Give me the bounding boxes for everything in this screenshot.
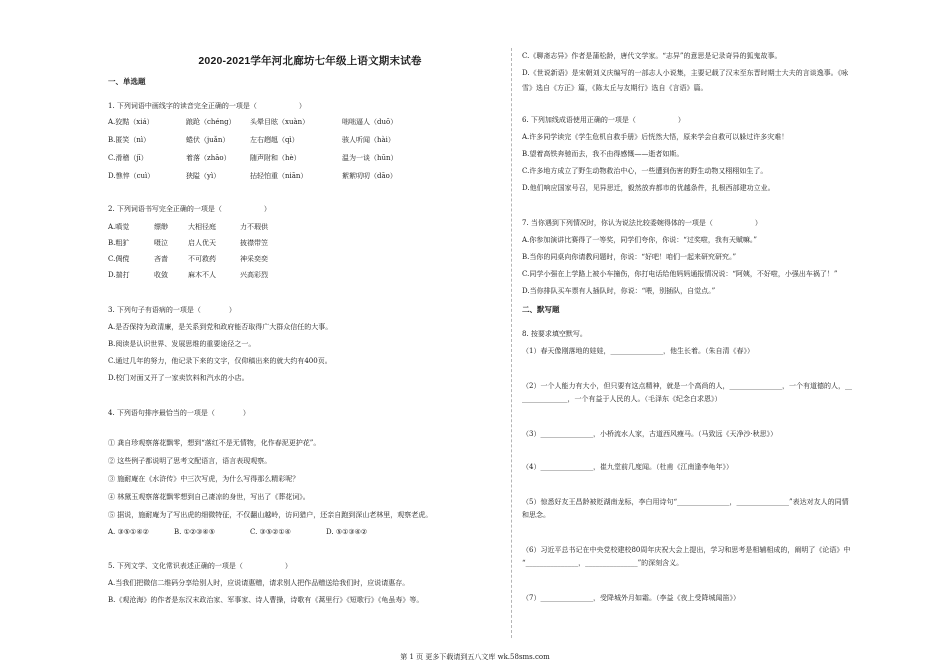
q1-c-1: C.滑稽（jī）: [108, 154, 148, 162]
question-5-option-c: C.《聊斋志异》作者是蒲松龄，唐代文学家。“志异”的意思是记录奇异的狐鬼故事。: [522, 52, 782, 60]
question-4-options: [108, 527, 367, 537]
q1-b-1: B.匿笑（nì）: [108, 136, 151, 144]
question-1-row-c: [108, 153, 398, 163]
question-8-item-6-cont: “_______________，_______________”的深刻含义。: [522, 559, 684, 567]
question-1-row-a: [108, 117, 397, 127]
question-6-option-d: D.他们响应国家号召，见异思迁，毅然放弃都市的优越条件，扎根西部建功立业。: [522, 184, 775, 192]
q1-c-4: 温为一谈（hūn）: [342, 154, 398, 162]
question-2-row-a: [108, 222, 268, 232]
question-2-stem: 2. 下列词语书写完全正确的一项是（ ）: [108, 205, 271, 213]
section-heading-dictation: 二、默写题: [522, 305, 560, 314]
question-2-row-c: [108, 254, 268, 264]
q4-option-b: B. ①②③④⑤: [174, 528, 215, 536]
q2-c-1: C.倜傥: [108, 255, 130, 263]
question-8-item-7: （7）_______________，受降城外月如霜。（李益《夜上受降城闻笛》）: [522, 594, 740, 602]
question-5-stem: 5. 下列文学、文化常识表述正确的一项是（ ）: [108, 562, 292, 570]
q2-a-4: 力不瑕供: [240, 223, 268, 231]
question-7-option-a: A.你参加演讲比赛得了一等奖，同学们夸你，你说：“过奖啦，我有天赋嘛。”: [522, 236, 757, 244]
q2-b-3: 启人优天: [188, 239, 216, 247]
q2-d-4: 兴高彩烈: [240, 271, 268, 279]
question-8-stem: 8. 按要求填空默写。: [522, 330, 587, 338]
question-6-option-c: C.许多地方成立了野生动物救治中心，一些遭到伤害的野生动物又栩栩如生了。: [522, 167, 768, 175]
question-6-option-b: B.望着高铁奔驰而去，我不由得感慨——逝者如斯。: [522, 150, 684, 158]
q4-option-d: D. ⑤①③④②: [326, 528, 368, 536]
question-7-option-b: B.当你的同桌向你请教问题时，你说：“好吧！咱们一起来研究研究。”: [522, 253, 737, 261]
q1-b-2: 蜷伏（juǎn）: [186, 136, 230, 144]
question-3-stem: 3. 下列句子有语病的一项是（ ）: [108, 306, 236, 314]
q2-c-4: 神采奕奕: [240, 255, 268, 263]
q2-a-3: 大相径庭: [188, 223, 216, 231]
question-1-row-b: [108, 135, 395, 145]
q2-d-3: 麻木不人: [188, 271, 216, 279]
question-2-row-d: [108, 270, 268, 280]
question-3-option-d: D.校门对面又开了一家卖饮料和汽水的小店。: [108, 374, 249, 382]
question-8-item-1: （1）春天像刚落地的娃娃，_______________，他生长着。（朱自清《春》）: [522, 347, 754, 355]
question-7-option-d: D.当你排队买车票有人插队时，你说：“喂，别插队，自觉点。”: [522, 287, 716, 295]
section-heading-single-choice: 一、单选题: [108, 77, 146, 86]
question-6-stem: 6. 下列加线成语使用正确的一项是（ ）: [522, 116, 685, 124]
question-4-line-4: ④ 林黛玉观察落花飘零想到自己凄凉的身世，写出了《葬花词》。: [108, 493, 310, 501]
question-8-item-4: （4）_______________，崔九堂前几度闻。（杜甫《江南逢李龟年》）: [522, 463, 733, 471]
q1-c-3: 随声附和（hè）: [250, 154, 301, 162]
question-3-option-a: A.是否保持为政清廉，是关系到党和政府能否取得广大群众信任的大事。: [108, 323, 333, 331]
q2-d-1: D.揣打: [108, 271, 130, 279]
question-1-row-d: [108, 171, 397, 181]
question-7-stem: 7. 当你遇到下列情况时，你认为说法比较委婉得体的一项是（ ）: [522, 219, 762, 227]
question-2-row-b: [108, 238, 268, 248]
question-4-line-3: ③ 施耐庵在《水浒传》中三次写虎，为什么写得那么精彩呢？: [108, 475, 300, 483]
q2-b-4: 披襟带笠: [240, 239, 268, 247]
q4-option-a: A. ③⑤①④②: [108, 528, 149, 536]
q1-d-3: 拈轻怕重（niān）: [250, 172, 308, 180]
question-1-stem: 1. 下列词语中画线字的读音完全正确的一项是（ ）: [108, 102, 306, 110]
q2-a-1: A.嗔觉: [108, 223, 130, 231]
question-8-item-2-cont: _____________，一个有益于人民的人。（毛泽东《纪念白求恩》）: [522, 395, 722, 403]
page-footer: 第 1 页 更多下载请到五八文库 wk.58sms.com: [400, 653, 550, 661]
q1-a-4: 咄咄逼人（duō）: [342, 118, 398, 126]
q2-a-2: 缥缈: [154, 223, 168, 231]
question-8-item-2: （2）一个人能力有大小，但只要有这点精神，就是一个高尚的人，_______________，一个有道德的人，__: [522, 382, 852, 390]
q1-b-4: 骇人听闻（hài）: [342, 136, 395, 144]
question-4-line-5: ⑤ 据说，施耐庵为了写出虎的细微特征，不仅翻山越岭，访问猎户，还亲自跑到深山老林里，观察老虎。: [108, 511, 433, 519]
question-6-option-a: A.许多同学读完《学生危机自救手册》后恍然大悟，原来学会自救可以躲过许多灾难！: [522, 133, 789, 141]
question-8-item-3: （3）_______________，小桥流水人家，古道西风瘦马。（马致远《天净沙·秋思》）: [522, 430, 778, 438]
question-5-option-b: B.《观沧海》的作者是东汉末政治家、军事家、诗人曹操，诗歌有《蒿里行》《短歌行》《龟虽寿》等。: [108, 596, 424, 604]
q2-b-2: 嗫泣: [154, 239, 168, 247]
q2-b-1: B.粗犷: [108, 239, 130, 247]
question-4-stem: 4. 下列语句排序最恰当的一项是（ ）: [108, 409, 250, 417]
column-divider: [511, 48, 512, 638]
q1-a-2: 踉跄（chéng）: [186, 118, 236, 126]
question-3-option-b: B.阅读是认识世界、发展思维的重要途径之一。: [108, 340, 256, 348]
q1-d-2: 狭隘（yì）: [186, 172, 221, 180]
question-4-line-2: ② 这些例子都说明了思考文配语言，语言表现观察。: [108, 457, 272, 465]
q1-a-3: 头晕目眩（xuàn）: [250, 118, 310, 126]
question-5-option-a: A.当我们把微信二维码分享给别人时，应说请惠赠，请求别人把作品赠送给我们时，应说请惠存。: [108, 579, 410, 587]
q1-a-1: A.狡黠（xiá）: [108, 118, 154, 126]
q1-d-1: D.憔悴（cuì）: [108, 172, 155, 180]
q1-c-2: 着落（zhāo）: [186, 154, 231, 162]
question-4-line-1: ① 龚自珍观察落花飘零，想到“落红不是无情物，化作春泥更护花”。: [108, 439, 321, 447]
q1-b-3: 左右趔趄（qì）: [250, 136, 299, 144]
question-7-option-c: C.同学小强在上学路上被小车撞伤，你打电话给他妈妈通报情况说：“阿姨，不好啦，小强出车祸了！”: [522, 270, 838, 278]
q1-d-4: 絮絮叨叨（dāo）: [342, 172, 397, 180]
question-8-item-5-cont: 和思念。: [522, 511, 550, 519]
q4-option-c: C. ③⑤②①④: [250, 528, 291, 536]
question-8-item-6: （6）习近平总书记在中央党校建校80周年庆祝大会上提出，学习和思考是相辅相成的，阐明了《论语》中: [522, 546, 851, 554]
question-8-item-5: （5）惊悉好友王昌龄被贬湖南龙标，李白用诗句“_______________，_______________”表达对友人的同情: [522, 498, 849, 506]
question-5-option-d-cont: 雪》选自《方正》篇，《陈太丘与友期行》选自《言语》篇。: [522, 84, 708, 92]
q2-c-2: 吝啬: [154, 255, 168, 263]
question-5-option-d: D.《世说新语》是宋朝刘义庆编写的一部志人小说集，主要记载了汉末至东晋时期士大夫的言谈逸事。《咏: [522, 69, 849, 77]
q2-d-2: 收敛: [154, 271, 168, 279]
q2-c-3: 不可救药: [188, 255, 216, 263]
question-3-option-c: C.通过几年的努力，他记录下来的文字，仅仰稿出来的就大约有400页。: [108, 357, 332, 365]
page-title: 2020-2021学年河北廊坊七年级上语文期末试卷: [198, 55, 422, 67]
